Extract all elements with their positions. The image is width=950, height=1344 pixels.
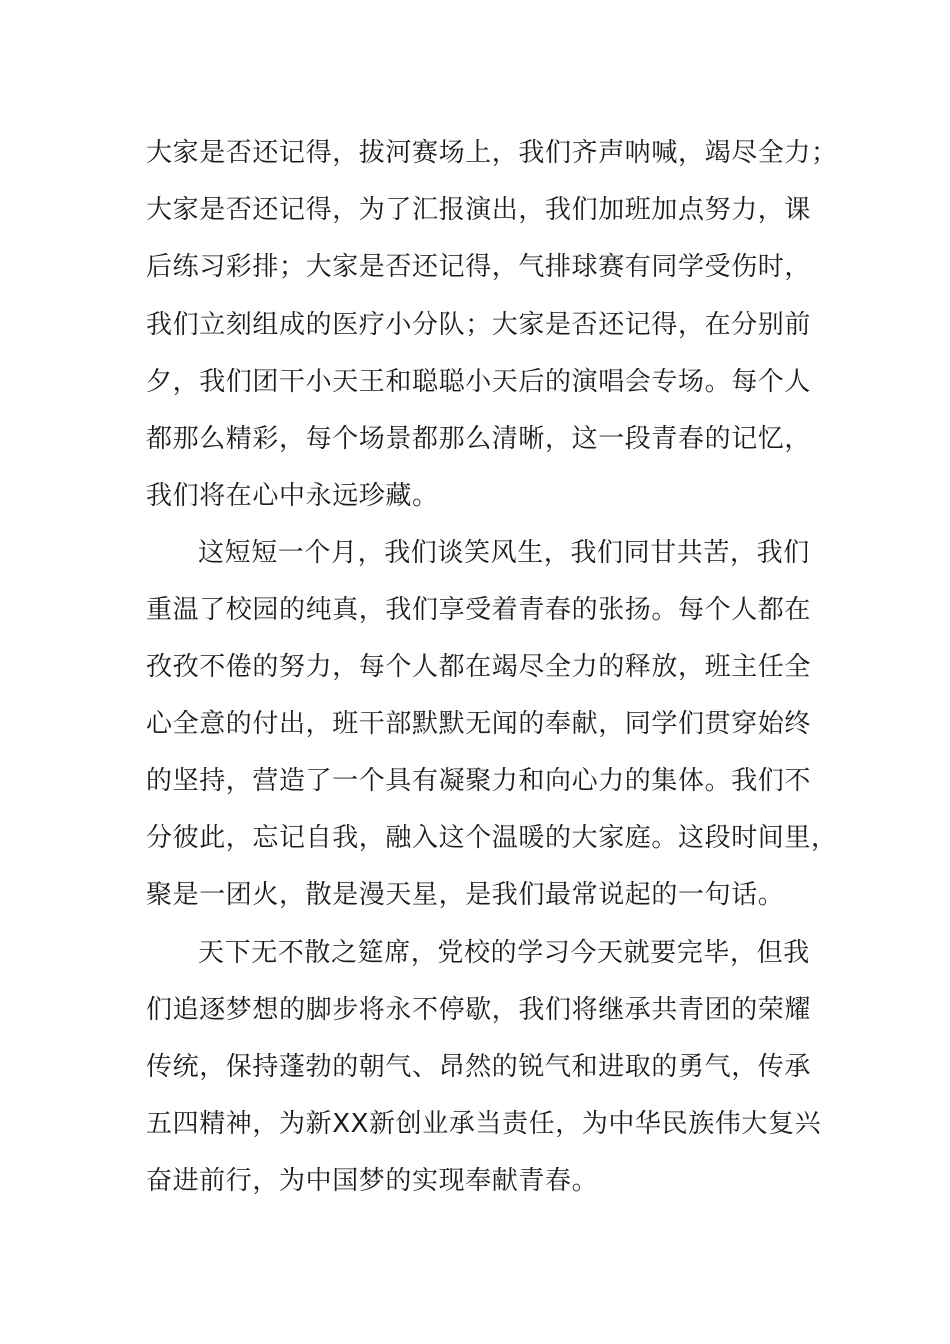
text-line: 夕，我们团干小天王和聪聪小天后的演唱会专场。每个人 xyxy=(146,367,812,397)
text-line: 孜孜不倦的努力，每个人都在竭尽全力的释放，班主任全 xyxy=(146,652,812,682)
text-line: 传统，保持蓬勃的朝气、昂然的锐气和进取的勇气，传承 xyxy=(146,1052,812,1082)
text-line: 的坚持，营造了一个具有凝聚力和向心力的集体。我们不 xyxy=(146,766,812,796)
text-line: 都那么精彩，每个场景都那么清晰，这一段青春的记忆， xyxy=(146,424,812,454)
text-line: 我们将在心中永远珍藏。 xyxy=(146,481,439,511)
text-line: 重温了校园的纯真，我们享受着青春的张扬。每个人都在 xyxy=(146,595,812,625)
text-line: 我们立刻组成的医疗小分队；大家是否还记得，在分别前 xyxy=(146,310,812,340)
text-line: 奋进前行，为中国梦的实现奉献青春。 xyxy=(146,1166,599,1196)
text-line: 心全意的付出，班干部默默无闻的奉献，同学们贯穿始终 xyxy=(146,709,812,739)
text-line: 大家是否还记得，拔河赛场上，我们齐声呐喊，竭尽全力； xyxy=(146,138,838,168)
text-line: 们追逐梦想的脚步将永不停歇，我们将继承共青团的荣耀 xyxy=(146,995,812,1025)
text-line: 这短短一个月，我们谈笑风生，我们同甘共苦，我们 xyxy=(198,538,810,568)
text-line: 后练习彩排；大家是否还记得，气排球赛有同学受伤时， xyxy=(146,252,812,282)
text-line: 天下无不散之筵席，党校的学习今天就要完毕，但我 xyxy=(198,938,810,968)
text-line: 大家是否还记得，为了汇报演出，我们加班加点努力，课 xyxy=(146,195,812,225)
text-line: 分彼此，忘记自我，融入这个温暖的大家庭。这段时间里， xyxy=(146,823,838,853)
text-line: 五四精神，为新XX新创业承当责任，为中华民族伟大复兴 xyxy=(146,1109,822,1139)
text-line: 聚是一团火，散是漫天星，是我们最常说起的一句话。 xyxy=(146,880,785,910)
